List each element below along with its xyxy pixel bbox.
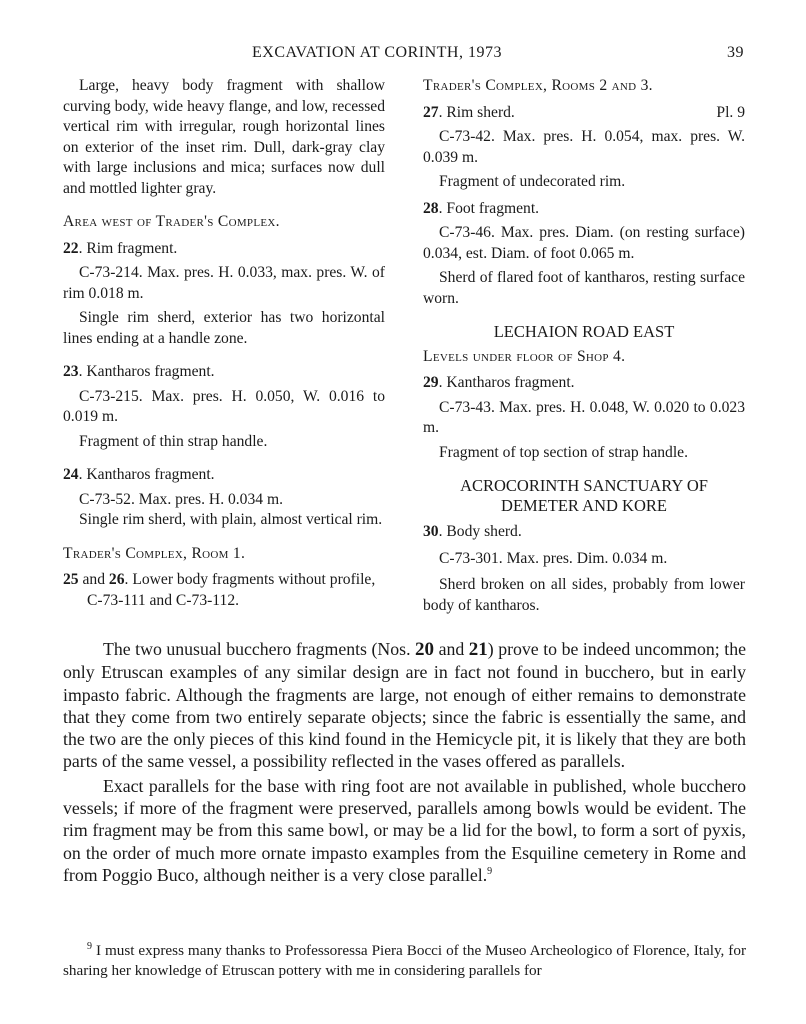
section-heading-shop-4: Levels under floor of Shop 4. bbox=[423, 347, 626, 365]
entry-title: Foot fragment. bbox=[446, 199, 540, 217]
body-text bbox=[63, 638, 746, 886]
entry-title: Kantharos fragment. bbox=[86, 466, 215, 483]
entry-title: Body sherd. bbox=[446, 523, 522, 540]
catalog-entry-22 bbox=[63, 239, 385, 350]
footnote-reference: 9 bbox=[487, 866, 493, 878]
entry-description: Single rim sherd, with plain, almost vertical rim. bbox=[79, 511, 383, 528]
body-paragraph-1 bbox=[63, 638, 746, 773]
page-number: 39 bbox=[727, 44, 744, 61]
entry-number: 28 bbox=[423, 199, 439, 217]
major-heading-line: DEMETER AND KORE bbox=[501, 496, 667, 515]
entry-measurements: C-73-52. Max. pres. H. 0.034 m. bbox=[79, 490, 283, 508]
footnote bbox=[63, 941, 746, 980]
entry-measurements: C-73-43. Max. pres. H. 0.048, W. 0.020 to 0.023 m. bbox=[423, 398, 745, 436]
entry-description: Fragment of thin strap handle. bbox=[79, 432, 268, 450]
entry-head: 29. Kantharos fragment. bbox=[423, 374, 575, 391]
entry-conjunction: and bbox=[82, 571, 106, 588]
entry-head: 24. Kantharos fragment. bbox=[63, 466, 215, 483]
entry-title: Rim fragment. bbox=[86, 239, 178, 257]
entry-title: Rim sherd. bbox=[446, 103, 515, 121]
catalog-entry-24 bbox=[63, 465, 385, 531]
text-run: and bbox=[434, 639, 469, 659]
entry-title: Kantharos fragment. bbox=[446, 374, 575, 391]
entry-head: 23. Kantharos fragment. bbox=[63, 363, 215, 380]
entry-measurements: C-73-301. Max. pres. Dim. 0.034 m. bbox=[439, 549, 668, 567]
section-heading-rooms-2-3: Trader's Complex, Rooms 2 and 3. bbox=[423, 77, 653, 94]
object-number: 20 bbox=[415, 639, 435, 660]
entry-number: 30 bbox=[423, 523, 439, 540]
text-run: The two unusual bucchero fragments (Nos. bbox=[103, 639, 416, 659]
entry-description: Sherd broken on all sides, probably from lower body of kantharos. bbox=[423, 576, 745, 614]
catalog-entry-23 bbox=[63, 362, 385, 452]
entry-number: 24 bbox=[63, 466, 79, 483]
left-column bbox=[63, 76, 385, 611]
entry-number: 22 bbox=[63, 239, 79, 257]
catalog-entry-29 bbox=[423, 373, 745, 463]
entry-measurements: C-73-42. Max. pres. H. 0.054, max. pres. W. 0.039 m. bbox=[423, 128, 745, 166]
entry-text: Lower body fragments without profile, C-73-111 and C-73-112. bbox=[87, 571, 376, 609]
section-heading-room-1: Trader's Complex, Room 1. bbox=[63, 544, 246, 562]
intro-paragraph: Large, heavy body fragment with shallow curving body, wide heavy flange, and low, recessed vertical rim with irregular, rough horizontal lines on exterior of the inset rim. Dull, dark-gray clay with large inclusions and mica; surfaces now dull and mottled lighter gray. bbox=[63, 77, 385, 197]
entry-number: 29 bbox=[423, 374, 439, 391]
entry-number: 25 bbox=[63, 571, 79, 588]
entry-description: Single rim sherd, exterior has two horizontal lines ending at a handle zone. bbox=[63, 309, 385, 347]
entry-title: Kantharos fragment. bbox=[86, 363, 215, 380]
entry-measurements: C-73-215. Max. pres. H. 0.050, W. 0.016 to 0.019 m. bbox=[63, 387, 385, 425]
footnote-text bbox=[63, 941, 746, 980]
catalog-entry-28 bbox=[423, 199, 745, 310]
section-heading-area-west: Area west of Trader's Complex. bbox=[63, 213, 280, 230]
entry-description: Fragment of undecorated rim. bbox=[439, 173, 626, 190]
running-title: EXCAVATION AT CORINTH, 1973 bbox=[252, 44, 502, 61]
text-run: ) prove to be indeed uncommon; the only Etruscan examples of any similar design are in fact not found in bucchero, but in early impasto fabric. Although the fragments are large, not enough of either remains to demonstrate that they come from two entirely separate objects; since the fabric is essentially the same, and the two are the only pieces of this kind found in the Hemicycle pit, it is likely that they are both parts of the same vessel, a possibility reflected in the vases offered as parallels. bbox=[63, 639, 746, 772]
entry-number: 26 bbox=[108, 571, 125, 588]
body-paragraph-2 bbox=[63, 775, 746, 886]
major-heading-lechaion-road: LECHAION ROAD EAST bbox=[493, 322, 675, 341]
catalog-entry-30 bbox=[423, 522, 745, 616]
major-heading-acrocorinth bbox=[423, 476, 745, 516]
entry-head: 30. Body sherd. bbox=[423, 523, 522, 540]
plate-reference: Pl. 9 bbox=[716, 103, 745, 121]
entry-measurements: C-73-46. Max. pres. Diam. (on resting surface) 0.034, est. Diam. of foot 0.065 m. bbox=[423, 224, 745, 262]
major-heading-line: ACROCORINTH SANCTUARY OF bbox=[460, 476, 708, 495]
right-column bbox=[423, 76, 745, 616]
catalog-entry-25-26: 25 and 26. Lower body fragments without profile, C-73-111 and C-73-112. bbox=[63, 571, 376, 609]
entry-head: 27. Rim sherd. Pl. 9 bbox=[423, 103, 745, 124]
footnote-marker: 9 bbox=[87, 940, 92, 952]
entry-measurements: C-73-214. Max. pres. H. 0.033, max. pres. W. of rim 0.018 m. bbox=[63, 264, 385, 302]
entry-description: Sherd of flared foot of kantharos, resting surface worn. bbox=[423, 269, 745, 307]
text-run: Exact parallels for the base with ring foot are not available in published, whole bucchero vessels; if more of the fragment were preserved, parallels among bowls would be evident. The rim fragment may be from this same bowl, or may be a lid for the bowl, to form a sort of pyxis, on the order of much more ornate impasto examples from the Esquiline cemetery in Rome and from Poggio Buco, although neither is a very close parallel. bbox=[63, 775, 746, 885]
object-number: 21 bbox=[468, 639, 488, 660]
entry-description: Fragment of top section of strap handle. bbox=[439, 443, 689, 461]
running-header bbox=[0, 40, 806, 64]
entry-number: 23 bbox=[63, 363, 79, 380]
catalog-entry-27 bbox=[423, 103, 745, 193]
entry-number: 27 bbox=[423, 103, 439, 121]
entry-head: 22. Rim fragment. bbox=[63, 239, 178, 257]
entry-head: 28. Foot fragment. bbox=[423, 199, 540, 217]
footnote-body: I must express many thanks to Professoressa Piera Bocci of the Museo Archeologico of Florence, Italy, for sharing her knowledge of Etruscan pottery with me in considering parallels for bbox=[63, 942, 746, 979]
